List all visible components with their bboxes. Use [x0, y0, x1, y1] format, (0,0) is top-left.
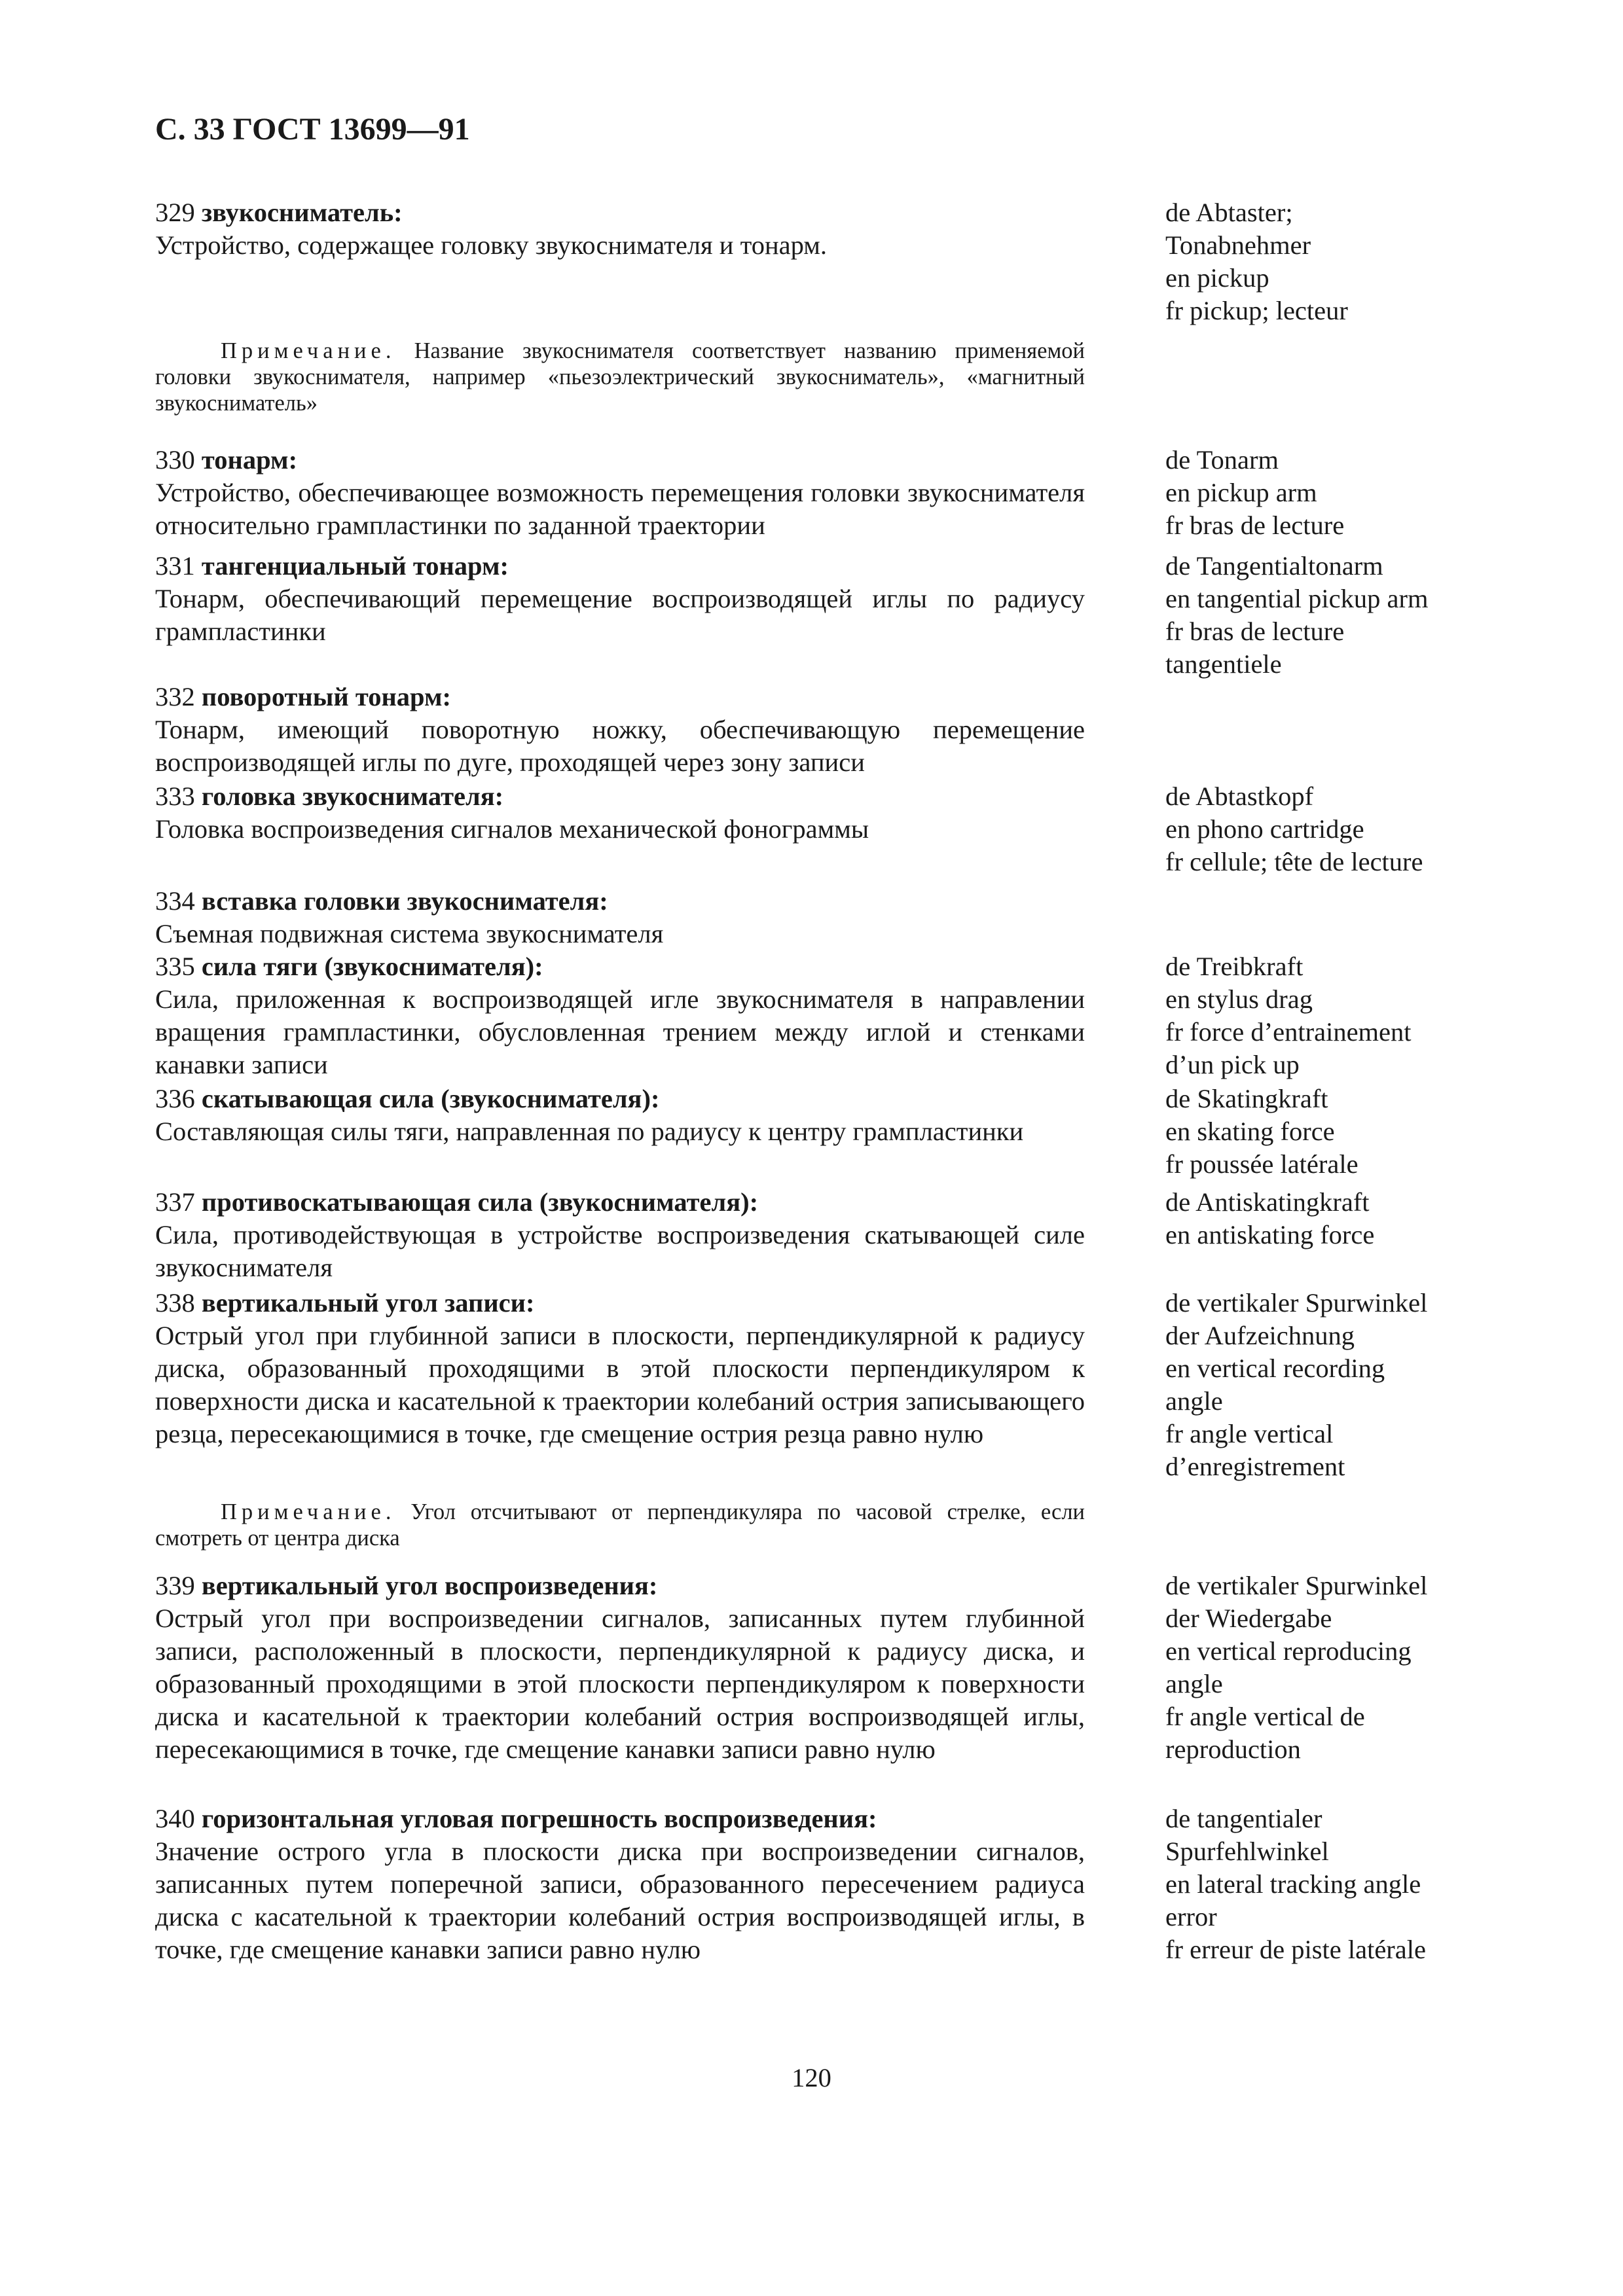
term-definition: Устройство, содержащее головку звукоснимателя и тонарм.: [155, 230, 828, 260]
foreign-term: der Wiedergabe: [1165, 1604, 1332, 1633]
foreign-term: en pickup arm: [1165, 478, 1317, 507]
foreign-term: fr poussée latérale: [1165, 1149, 1359, 1179]
term-333: [155, 780, 1085, 846]
term-336: [155, 1083, 1085, 1148]
term-name: тангенциальный тонарм:: [201, 551, 509, 581]
term-340-foreign: [1165, 1803, 1591, 1966]
term-number: 335: [155, 952, 195, 981]
page-number: 120: [792, 2063, 831, 2092]
foreign-term: de Skatingkraft: [1165, 1084, 1328, 1113]
term-331-foreign: [1165, 550, 1591, 681]
term-338-foreign: [1165, 1287, 1591, 1483]
term-name: головка звукоснимателя:: [201, 781, 504, 811]
term-337-foreign: [1165, 1186, 1591, 1251]
term-number: 332: [155, 682, 195, 711]
foreign-term: de Tangentialtonarm: [1165, 551, 1383, 581]
foreign-term: d’enregistrement: [1165, 1452, 1345, 1481]
term-name: вертикальный угол воспроизведения:: [201, 1571, 658, 1600]
term-number: 337: [155, 1187, 195, 1217]
foreign-term: en vertical reproducing: [1165, 1636, 1412, 1666]
foreign-term: en skating force: [1165, 1117, 1335, 1146]
term-number: 330: [155, 445, 195, 475]
note-text: Угол отсчитывают от перпендикуляра по часовой стрелке, если смотреть от центра диска: [155, 1499, 1085, 1551]
term-definition: Устройство, обеспечивающее возможность перемещения головки звукоснимателя относительно грампластинки по заданной траектории: [155, 478, 1085, 540]
term-number: 334: [155, 886, 195, 916]
term-340: [155, 1803, 1085, 1966]
foreign-term: fr bras de lecture: [1165, 617, 1345, 646]
foreign-term: tangentiele: [1165, 649, 1282, 679]
foreign-term: Spurfehlwinkel: [1165, 1837, 1329, 1866]
foreign-term: en pickup: [1165, 263, 1269, 293]
term-name: поворотный тонарм:: [201, 682, 452, 711]
foreign-term: de tangentialer: [1165, 1804, 1322, 1833]
foreign-term: fr erreur de piste latérale: [1165, 1935, 1426, 1964]
foreign-term: fr cellule; tête de lecture: [1165, 847, 1423, 876]
term-definition: Тонарм, обеспечивающий перемещение воспроизводящей иглы по радиусу грампластинки: [155, 584, 1085, 646]
foreign-term: de Antiskatingkraft: [1165, 1187, 1370, 1217]
foreign-term: Tonabnehmer: [1165, 230, 1311, 260]
term-definition: Сила, противодействующая в устройстве воспроизведения скатывающей силе звукоснимателя: [155, 1220, 1085, 1282]
term-name: звукосниматель:: [201, 198, 403, 227]
foreign-term: en stylus drag: [1165, 984, 1313, 1014]
note-338: [155, 1499, 1085, 1551]
foreign-term: en tangential pickup arm: [1165, 584, 1429, 613]
term-name: тонарм:: [201, 445, 298, 475]
term-number: 331: [155, 551, 195, 581]
term-number: 340: [155, 1804, 195, 1833]
term-definition: Острый угол при воспроизведении сигналов, записанных путем глубинной записи, расположенный в плоскости, перпендикулярной к радиусу диска, и образованный проходящими в этой плоскости перпендикуляром к поверхности диска и касательной к траектории колебаний острия воспроизводящей иглы, пересекающимися в точке, где смещение канавки записи равно нулю: [155, 1604, 1085, 1764]
foreign-term: fr bras de lecture: [1165, 511, 1345, 540]
term-name: вставка головки звукоснимателя:: [201, 886, 608, 916]
foreign-term: fr pickup; lecteur: [1165, 296, 1348, 325]
term-definition: Составляющая силы тяги, направленная по радиусу к центру грампластинки: [155, 1117, 1024, 1146]
term-337: [155, 1186, 1085, 1284]
foreign-term: en phono cartridge: [1165, 814, 1364, 844]
foreign-term: fr force d’entrainement: [1165, 1017, 1412, 1047]
foreign-term: de Treibkraft: [1165, 952, 1304, 981]
foreign-term: angle: [1165, 1669, 1223, 1698]
term-name: противоскатывающая сила (звукоснимателя):: [201, 1187, 759, 1217]
term-name: сила тяги (звукоснимателя):: [201, 952, 543, 981]
foreign-term: de vertikaler Spurwinkel: [1165, 1571, 1428, 1600]
foreign-term: der Aufzeichnung: [1165, 1321, 1355, 1350]
term-335: [155, 950, 1085, 1081]
foreign-term: de Abtaster;: [1165, 198, 1293, 227]
foreign-term: de Abtastkopf: [1165, 781, 1314, 811]
term-definition: Съемная подвижная система звукоснимателя: [155, 919, 664, 948]
note-label: Примечание.: [221, 338, 396, 363]
term-name: скатывающая сила (звукоснимателя):: [201, 1084, 660, 1113]
term-330-foreign: [1165, 444, 1591, 542]
term-331: [155, 550, 1085, 648]
term-329: [155, 196, 1085, 262]
term-name: вертикальный угол записи:: [201, 1288, 535, 1318]
term-number: 338: [155, 1288, 195, 1318]
term-number: 329: [155, 198, 195, 227]
note-label: Примечание.: [221, 1499, 396, 1524]
page-header: С. 33 ГОСТ 13699—91: [155, 112, 470, 147]
foreign-term: fr angle vertical: [1165, 1419, 1334, 1448]
foreign-term: d’un pick up: [1165, 1050, 1300, 1079]
term-definition: Головка воспроизведения сигналов механической фонограммы: [155, 814, 869, 844]
foreign-term: en lateral tracking angle: [1165, 1869, 1421, 1899]
term-333-foreign: [1165, 780, 1591, 878]
note-329: [155, 338, 1085, 416]
term-definition: Значение острого угла в плоскости диска при воспроизведении сигналов, записанных путем поперечной записи, образованного пересечением радиуса диска с касательной к траектории колебаний острия воспроизводящей иглы, в точке, где смещение канавки записи равно нулю: [155, 1837, 1085, 1964]
foreign-term: de vertikaler Spurwinkel: [1165, 1288, 1428, 1318]
term-339-foreign: [1165, 1570, 1591, 1766]
foreign-term: fr angle vertical de: [1165, 1702, 1365, 1731]
term-number: 339: [155, 1571, 195, 1600]
foreign-term: en vertical recording: [1165, 1354, 1385, 1383]
foreign-term: de Tonarm: [1165, 445, 1279, 475]
term-330: [155, 444, 1085, 542]
term-329-foreign: [1165, 196, 1591, 327]
foreign-term: reproduction: [1165, 1734, 1301, 1764]
foreign-term: angle: [1165, 1386, 1223, 1416]
term-number: 336: [155, 1084, 195, 1113]
note-text: Название звукоснимателя соответствует названию применяемой головки звукоснимателя, например «пьезоэлектрический звукосниматель», «магнитный звукосниматель»: [155, 338, 1085, 416]
term-336-foreign: [1165, 1083, 1591, 1181]
term-definition: Сила, приложенная к воспроизводящей игле звукоснимателя в направлении вращения грампластинки, обусловленная трением между иглой и стенками канавки записи: [155, 984, 1085, 1079]
term-332: [155, 681, 1085, 779]
term-339: [155, 1570, 1085, 1766]
term-definition: Тонарм, имеющий поворотную ножку, обеспечивающую перемещение воспроизводящей иглы по дуге, проходящей через зону записи: [155, 715, 1085, 777]
term-number: 333: [155, 781, 195, 811]
term-334: [155, 885, 1085, 950]
term-name: горизонтальная угловая погрешность воспроизведения:: [201, 1804, 877, 1833]
term-definition: Острый угол при глубинной записи в плоскости, перпендикулярной к радиусу диска, образованный проходящими в этой плоскости перпендикуляром к поверхности диска и касательной к траектории колебаний острия записывающего резца, пересекающимися в точке, где смещение острия резца равно нулю: [155, 1321, 1085, 1448]
term-338: [155, 1287, 1085, 1450]
term-335-foreign: [1165, 950, 1591, 1081]
foreign-term: en antiskating force: [1165, 1220, 1375, 1249]
foreign-term: error: [1165, 1902, 1217, 1931]
